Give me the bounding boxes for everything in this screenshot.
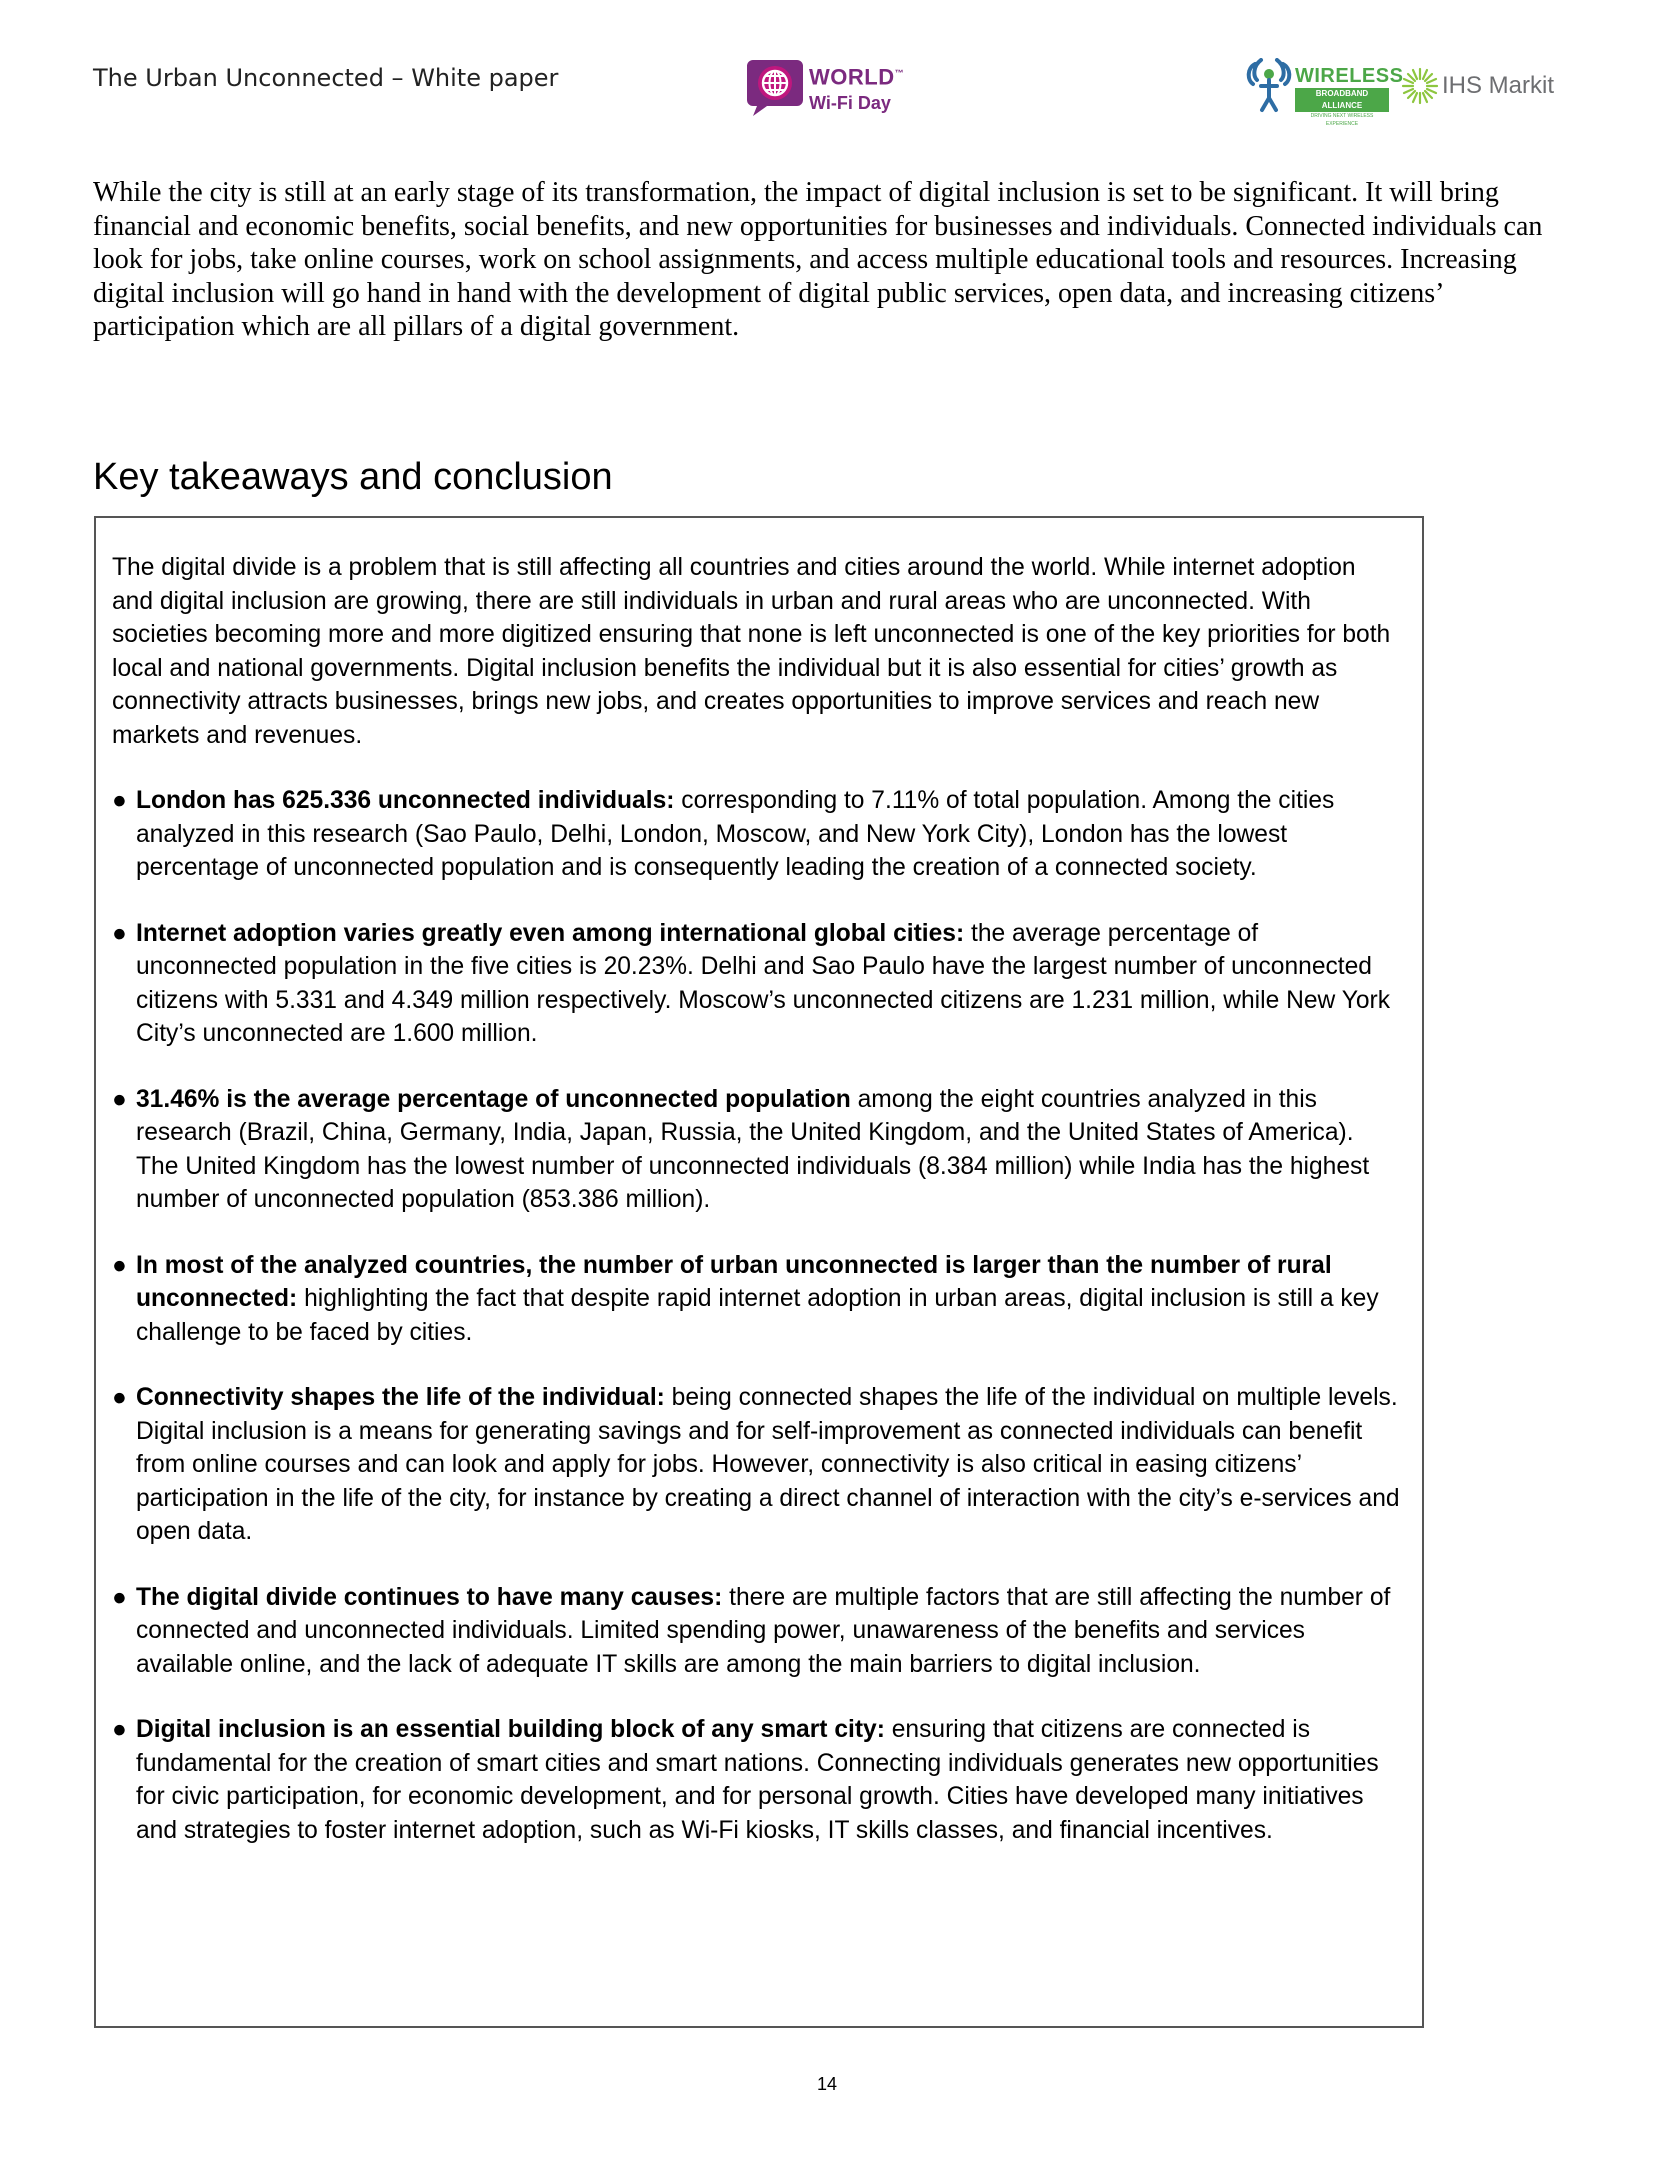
key-takeaways-content <box>112 551 1402 1879</box>
bullet-icon: ● <box>112 1384 127 1411</box>
takeaway-text: highlighting the fact that despite rapid internet adoption in urban areas, digital inclusion is still a key challenge to be faced by cities. <box>136 1285 1379 1346</box>
wba-line2: BROADBAND ALLIANCE <box>1295 88 1389 112</box>
wba-figure-icon <box>1245 58 1293 114</box>
wireless-broadband-alliance-logo <box>1245 58 1404 127</box>
takeaway-lead: Digital inclusion is an essential building block of any smart city: <box>136 1716 885 1743</box>
takeaway-text: there are multiple factors that are still affecting the number of connected and unconnected individuals. Limited spending power, unawareness of the benefits and services available online, and the lack of adequate IT skills are among the main barriers to digital inclusion. <box>136 1583 1391 1678</box>
world-wifi-day-logo <box>745 56 915 126</box>
wba-line3: DRIVING NEXT WIRELESS EXPERIENCE <box>1310 113 1374 127</box>
page-number: 14 <box>816 2074 838 2094</box>
takeaway-lead: The digital divide continues to have many causes: <box>136 1583 723 1611</box>
takeaway-item <box>112 917 1402 1051</box>
bullet-icon: ● <box>112 1251 127 1279</box>
ihs-markit-name: IHS Markit <box>1442 72 1555 99</box>
bullet-icon: ● <box>112 1716 127 1743</box>
bullet-icon: ● <box>112 1583 127 1611</box>
takeaway-lead: In most of the analyzed countries, the number of urban unconnected is larger than the number of rural unconnected: <box>136 1251 1332 1312</box>
takeaway-text: ensuring that citizens are connected is fundamental for the creation of smart cities and smart nations. Connecting individuals generates new opportunities for civic participation, for economic development, and for personal growth. Cities have developed many initiatives and strategies to foster internet adoption, such as Wi-Fi kiosks, IT skills classes, and financial incentives. <box>136 1716 1379 1844</box>
takeaway-list <box>112 784 1402 1847</box>
intro-paragraph: While the city is still at an early stage of its transformation, the impact of digital inclusion is set to be significant. It will bring financial and economic benefits, social benefits, and new opportunities for businesses and individuals. Connected individuals can look for jobs, take online courses, work on school assignments, and access multiple educational tools and resources. Increasing digital inclusion will go hand in hand with the development of digital public services, open data, and increasing citizens’ participation which are all pillars of a digital government. <box>93 177 1543 342</box>
takeaway-lead: Connectivity shapes the life of the individual: <box>136 1384 665 1411</box>
takeaway-item <box>112 1713 1402 1847</box>
document-title: The Urban Unconnected – White paper <box>93 64 559 92</box>
takeaway-item <box>112 784 1402 885</box>
bullet-icon: ● <box>112 787 127 814</box>
world-wifi-day-line2: Wi-Fi Day <box>809 93 891 114</box>
ihs-markit-mark-icon <box>1400 66 1440 106</box>
world-wifi-day-badge-icon <box>745 56 805 118</box>
takeaway-item <box>112 1581 1402 1682</box>
world-wifi-day-line1: WORLD™ <box>809 64 905 90</box>
takeaway-text: being connected shapes the life of the individual on multiple levels. Digital inclusion is a means for generating savings and for self-improvement as connected individuals can benefit from online courses and can look and apply for jobs. However, connectivity is also critical in easing citizens’ participation in the life of the city, for instance by creating a direct channel of interaction with the city’s e-services and open data. <box>136 1384 1400 1545</box>
takeaway-lead: 31.46% is the average percentage of unconnected population <box>136 1085 851 1113</box>
key-takeaways-box <box>94 516 1424 2028</box>
section-heading: Key takeaways and conclusion <box>93 456 613 498</box>
takeaway-lead: Internet adoption varies greatly even among international global cities: <box>136 919 965 947</box>
wba-line1: WIRELESS <box>1295 65 1404 87</box>
takeaway-item <box>112 1083 1402 1217</box>
takeaway-text: the average percentage of unconnected population in the five cities is 20.23%. Delhi and Sao Paulo have the largest number of unconnected citizens with 5.331 and 4.349 million respectively. Moscow’s unconnected citizens are 1.231 million, while New York City’s unconnected are 1.600 million. <box>136 919 1391 1047</box>
conclusion-intro: The digital divide is a problem that is still affecting all countries and cities around the world. While internet adoption and digital inclusion are growing, there are still individuals in urban and rural areas who are unconnected. With societies becoming more and more digitized ensuring that none is left unconnected is one of the key priorities for both local and national governments. Digital inclusion benefits the individual but it is also essential for cities’ growth as connectivity attracts businesses, brings new jobs, and creates opportunities to improve services and reach new markets and revenues. <box>112 554 1391 749</box>
takeaway-item <box>112 1381 1402 1549</box>
takeaway-text: corresponding to 7.11% of total population. Among the cities analyzed in this research (Sao Paulo, Delhi, London, Moscow, and New York City), London has the lowest percentage of unconnected population and is consequently leading the creation of a connected society. <box>136 787 1335 881</box>
bullet-icon: ● <box>112 1085 127 1113</box>
takeaway-item <box>112 1249 1402 1350</box>
bullet-icon: ● <box>112 919 127 947</box>
takeaway-text: among the eight countries analyzed in this research (Brazil, China, Germany, India, Japan, Russia, the United Kingdom, and the United States of America). The United Kingdom has the lowest number of unconnected individuals (8.384 million) while India has the highest number of unconnected population (853.386 million). <box>136 1085 1370 1213</box>
ihs-markit-logo <box>1400 66 1560 110</box>
takeaway-lead: London has 625.336 unconnected individuals: <box>136 787 675 814</box>
